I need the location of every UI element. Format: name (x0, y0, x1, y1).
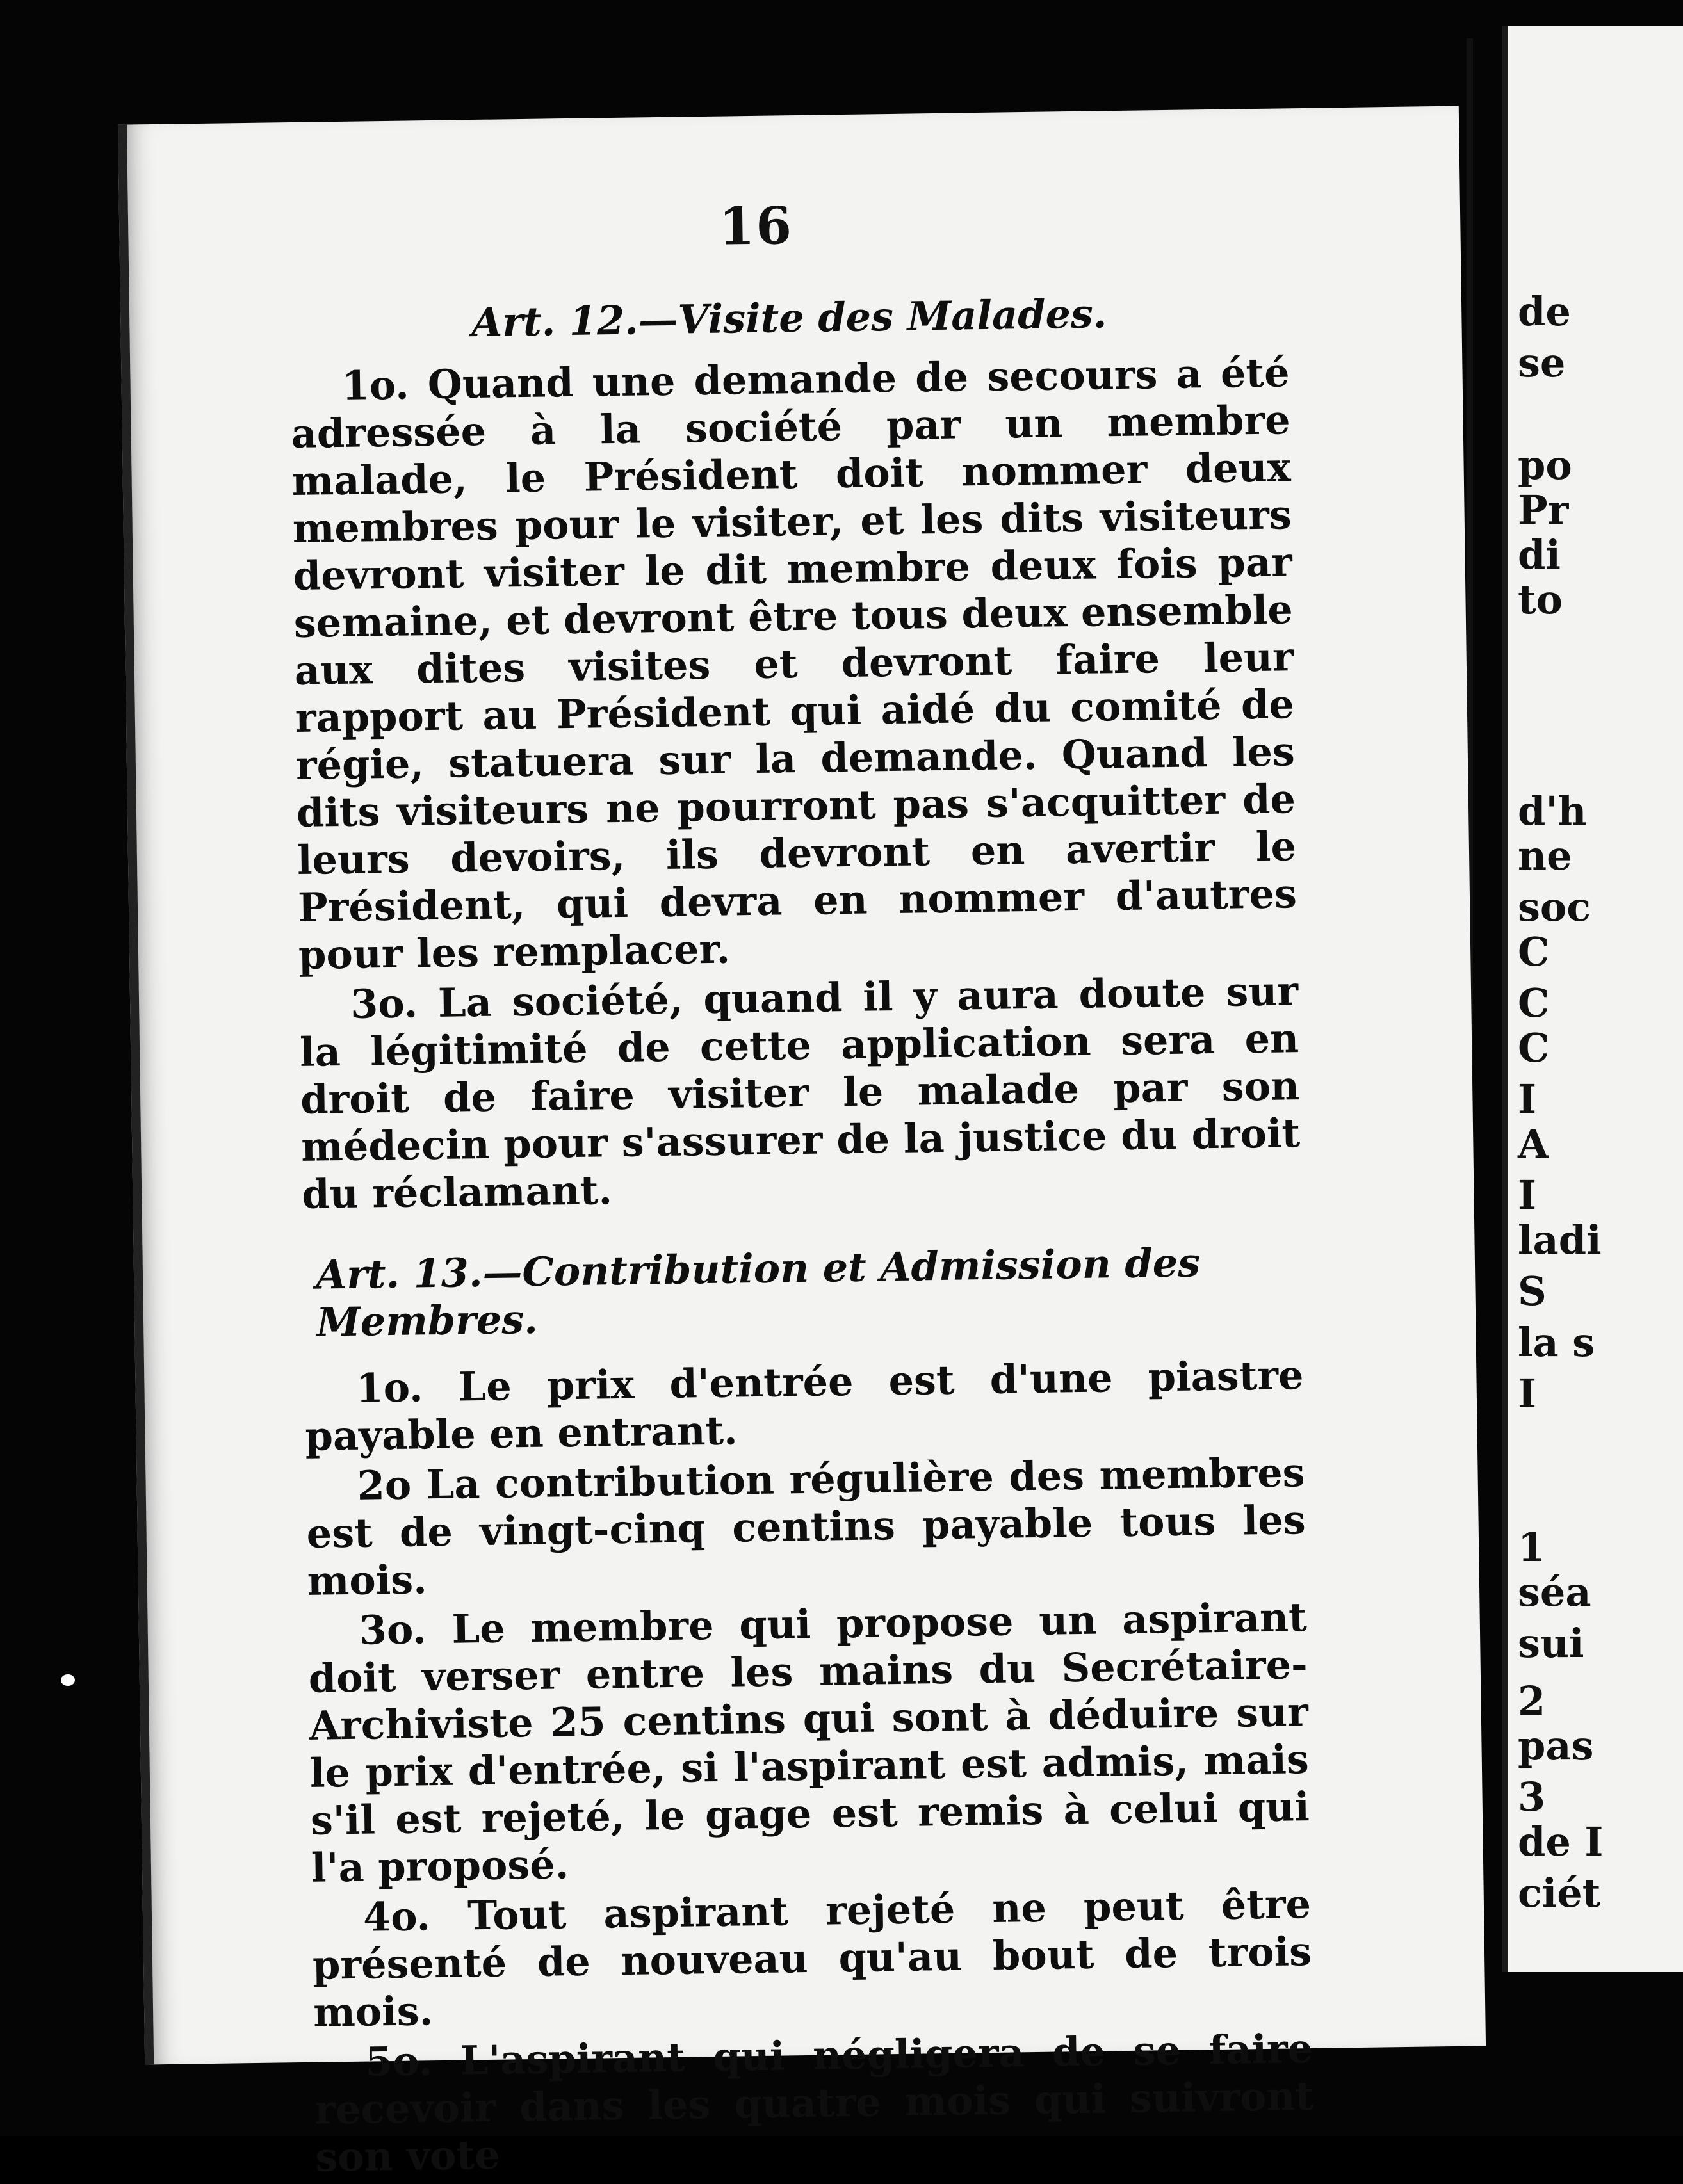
right-fragment: ne (1518, 832, 1572, 879)
article-12-paragraph: 1o. Quand une demande de secours a été adressée à la société par un membre malade, le Président doit nommer deux membres pour le visiter, et les dits visiteurs devront visiter le dit membre deux fois par semaine, et devront être tous deux ensemble aux dites visites et devront faire leur rapport au Président qui aidé du comité de régie, statuera sur la demande. Quand les dits visiteurs ne pourront pas s'acquitter de leurs devoirs, ils devront en avertir le Président, qui devra en nommer d'autres pour les remplacer. (291, 349, 1297, 978)
right-fragment: di (1518, 531, 1561, 578)
right-fragment: se (1518, 339, 1566, 386)
right-fragment: 2 (1518, 1678, 1546, 1724)
article-13-paragraph: 5o. L'aspirant qui négligera de se faire recevoir dans les quatre mois qui suivront son vote (314, 2025, 1314, 2181)
right-fragment: I (1518, 1076, 1537, 1122)
right-fragment: la s (1518, 1319, 1595, 1366)
right-fragment: S (1518, 1268, 1547, 1314)
right-fragment: I (1518, 1370, 1537, 1417)
right-fragment: C (1518, 928, 1550, 975)
right-fragment: C (1518, 980, 1550, 1026)
article-12-heading: Art. 12.—Visite des Malades. (471, 290, 1107, 346)
right-fragment: de I (1518, 1818, 1604, 1865)
left-page (118, 106, 1486, 2181)
right-fragment: sui (1518, 1620, 1584, 1667)
right-fragment: d'h (1518, 788, 1587, 834)
article-13-paragraph: 1o. Le prix d'entrée est d'une piastre payable en entrant. (305, 1352, 1304, 1460)
right-fragment: pas (1518, 1722, 1594, 1769)
article-13-paragraph: 4o. Tout aspirant rejeté ne peut être présenté de nouveau qu'au bout de trois mois. (312, 1881, 1312, 2036)
right-fragment: ladi (1518, 1217, 1602, 1263)
right-fragment: po (1518, 442, 1572, 489)
right-fragment: Pr (1518, 487, 1569, 533)
right-fragment: A (1518, 1120, 1549, 1167)
article-13-heading: Art. 13.—Contribution et Admission des Membres. (315, 1239, 1201, 1346)
right-fragment: séa (1518, 1569, 1591, 1615)
right-page-text (1518, 0, 1683, 1916)
right-fragment: to (1518, 576, 1563, 623)
right-fragment: soc (1518, 884, 1591, 930)
page-body (289, 287, 1315, 2181)
article-13-paragraph: 2o La contribution régulière des membres est de vingt-cinq centins payable tous les mois. (306, 1449, 1306, 1605)
right-fragment: I (1518, 1172, 1537, 1218)
right-fragment: ciét (1518, 1870, 1601, 1916)
article-12-paragraph: 3o. La société, quand il y aura doute sur la légitimité de cette application sera en droit de faire visiter le malade par son médecin pour s'assurer de la justice du droit du réclamant. (299, 967, 1301, 1218)
scan-speck (61, 1674, 75, 1686)
right-fragment: 1 (1518, 1524, 1546, 1571)
page-number: 16 (718, 195, 793, 257)
right-fragment: C (1518, 1024, 1550, 1071)
right-fragment: 3 (1518, 1774, 1546, 1820)
right-fragment: de (1518, 288, 1571, 335)
article-13-paragraph: 3o. Le membre qui propose un aspirant doit verser entre les mains du Secrétaire-Archiviste 25 centins qui sont à déduire sur le prix d'entrée, si l'aspirant est admis, mais s'il est rejeté, le gage est remis à celui qui l'a proposé. (308, 1594, 1310, 1891)
